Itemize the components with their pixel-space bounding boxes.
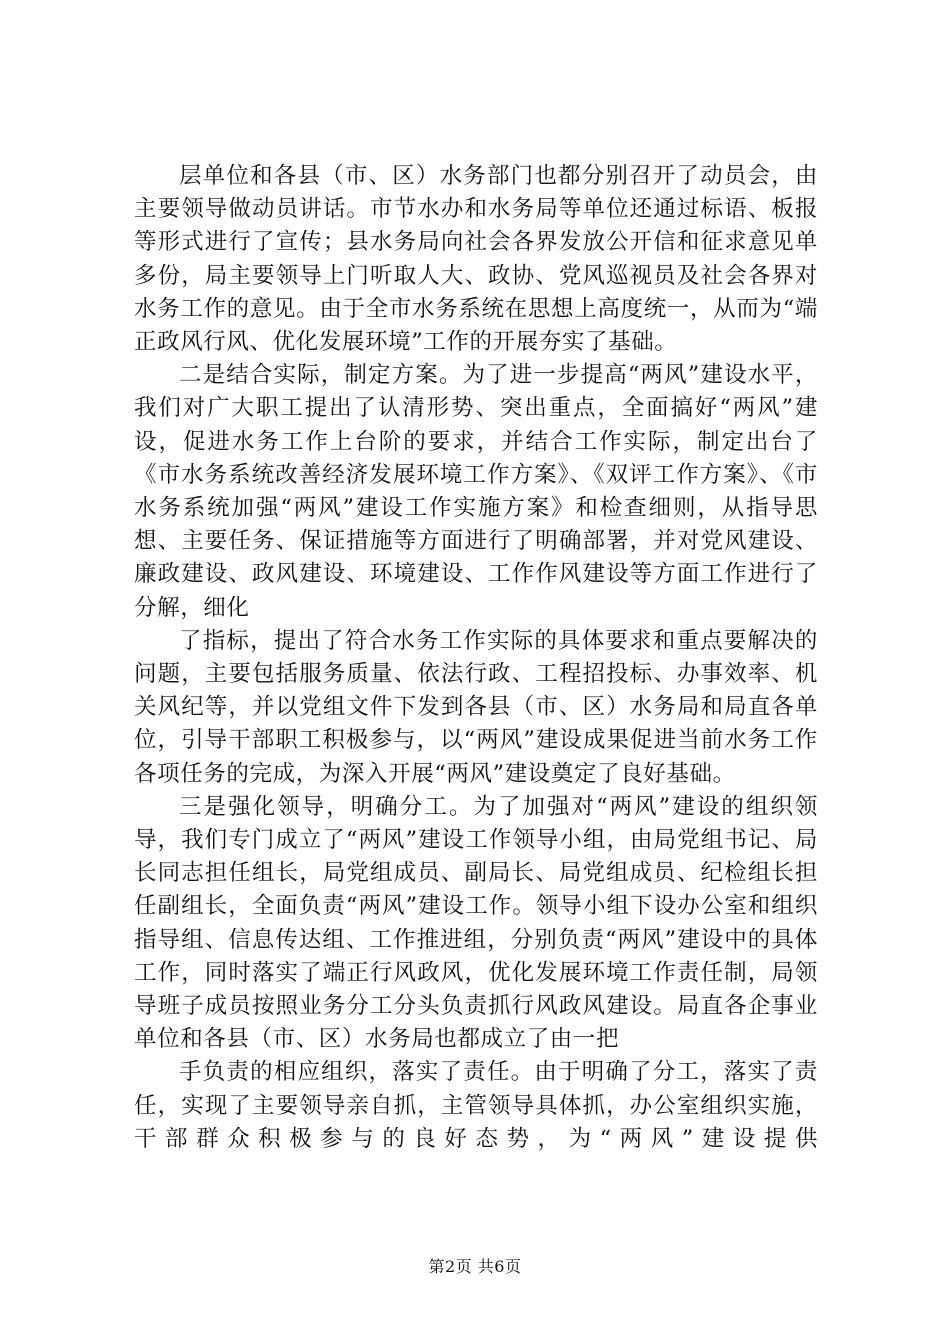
paragraph-2: 二是结合实际，制定方案。为了进一步提高“两风”建设水平，我们对广大职工提出了认清形势、突出重点，全面搞好“两风”建设，促进水务工作上台阶的要求，并结合工作实际，制定出台了《市水务系统改善经济发展环境工作方案》、《双评工作方案》、《市水务系统加强“两风”建设工作实施方案》和检查细则，从指导思想、主要任务、保证措施等方面进行了明确部署，并对党风建设、廉政建设、政风建设、环境建设、工作作风建设等方面工作进行了分解，细化	[134, 362, 818, 621]
paragraph-5: 手负责的相应组织，落实了责任。由于明确了分工，落实了责任，实现了主要领导亲自抓，主管领导具体抓，办公室组织实施，干部群众积极参与的良好态势，为“两风”建设提供	[134, 1059, 818, 1152]
paragraph-1: 层单位和各县（市、区）水务部门也都分别召开了动员会，由主要领导做动员讲话。市节水办和水务局等单位还通过标语、板报等形式进行了宣传；县水务局向社会各界发放公开信和征求意见单多份，局主要领导上门听取人大、政协、党风巡视员及社会各界对水务工作的意见。由于全市水务系统在思想上高度统一，从而为“端正政风行风、优化发展环境”工作的开展夯实了基础。	[134, 163, 818, 356]
paragraph-4: 三是强化领导，明确分工。为了加强对“两风”建设的组织领导，我们专门成立了“两风”建设工作领导小组，由局党组书记、局长同志担任组长，局党组成员、副局长、局党组成员、纪检组长担任副组长，全面负责“两风”建设工作。领导小组下设办公室和组织指导组、信息传达组、工作推进组，分别负责“两风”建设中的具体工作，同时落实了端正行风政风，优化发展环境工作责任制，局领导班子成员按照业务分工分头负责抓行风政风建设。局直各企事业单位和各县（市、区）水务局也都成立了由一把	[134, 793, 818, 1053]
paragraph-3: 了指标，提出了符合水务工作实际的具体要求和重点要解决的问题，主要包括服务质量、依法行政、工程招投标、办事效率、机关风纪等，并以党组文件下发到各县（市、区）水务局和局直各单位，引导干部职工积极参与，以“两风”建设成果促进当前水务工作各项任务的完成，为深入开展“两风”建设奠定了良好基础。	[134, 627, 818, 787]
document-body	[134, 160, 818, 1156]
page-number-footer: 第2页 共6页	[428, 1257, 522, 1276]
